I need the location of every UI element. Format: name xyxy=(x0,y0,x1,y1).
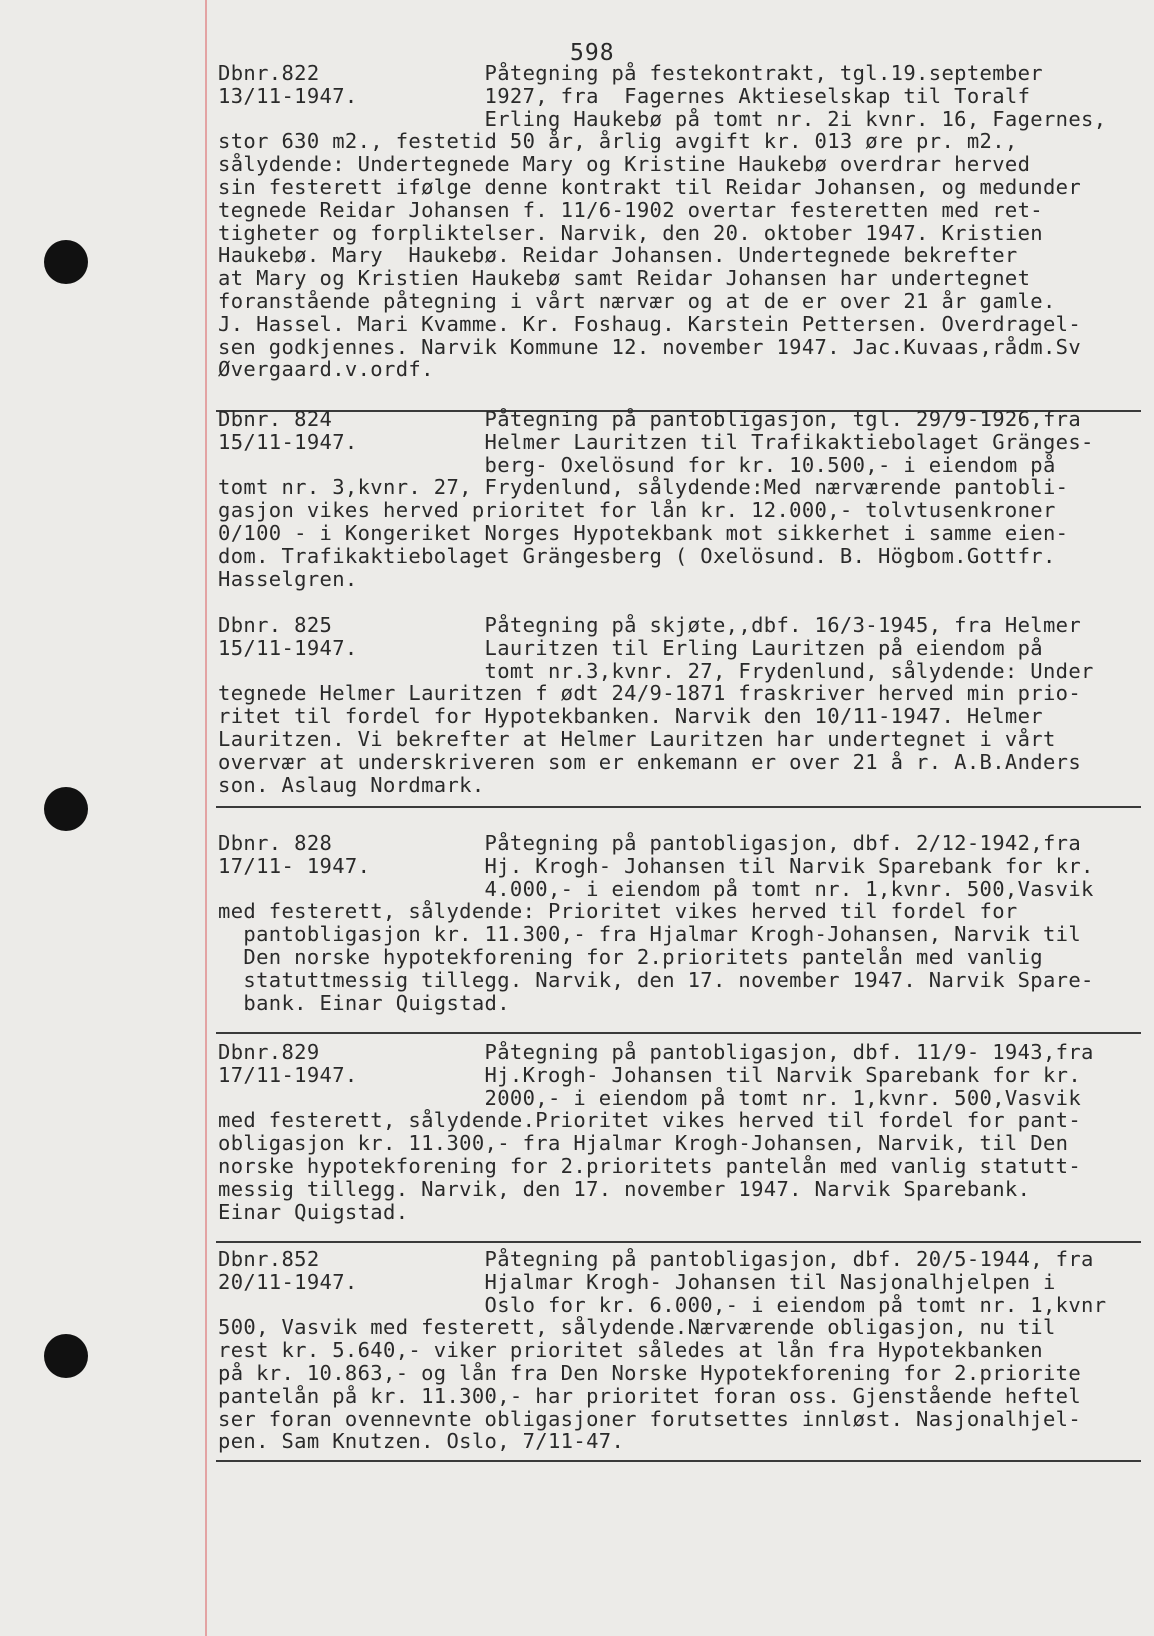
entry-header-line: Dbnr. 824 Påtegning på pantobligasjon, tgl. 29/9-1926,fra xyxy=(218,407,1082,431)
punch-hole-icon xyxy=(44,787,88,831)
entry-text-line: 0/100 - i Kongeriket Norges Hypotekbank mot sikkerhet i samme eien- xyxy=(218,521,1069,545)
punch-hole-icon xyxy=(44,240,88,284)
entry-header-line: Dbnr.829 Påtegning på pantobligasjon, dbf. 11/9- 1943,fra xyxy=(218,1040,1094,1064)
entry-text-line: overvær at underskriveren som er enkemann er over 21 å r. A.B.Anders xyxy=(218,749,1082,774)
entry-text-line: pantelån på kr. 11.300,- har prioritet foran oss. Gjenstående heftel xyxy=(218,1383,1082,1408)
entry-text-line: foranstående påtegning i vårt nærvær og at de er over 21 år gamle. xyxy=(218,289,1056,313)
entry-text-line: tegnede Reidar Johansen f. 11/6-1902 overtar festeretten med ret- xyxy=(218,197,1043,222)
entry-text-line: 500, Vasvik med festerett, sålydende.Nærværende obligasjon, nu til xyxy=(218,1315,1056,1340)
entry-text-line: ritet til fordel for Hypotekbanken. Narvik den 10/11-1947. Helmer xyxy=(218,704,1043,729)
entry-header-line: Dbnr. 828 Påtegning på pantobligasjon, dbf. 2/12-1942,fra xyxy=(218,831,1082,855)
entry-text-line: J. Hassel. Mari Kvamme. Kr. Foshaug. Karstein Pettersen. Overdragel- xyxy=(218,311,1082,336)
entry-header-line: Dbnr.822 Påtegning på festekontrakt, tgl.19.september xyxy=(218,61,1043,85)
entry-text-line: dom. Trafikaktiebolaget Grängesberg ( Oxelösund. B. Högbom.Gottfr. xyxy=(218,543,1056,568)
entry-text-line: pen. Sam Knutzen. Oslo, 7/11-47. xyxy=(218,1429,625,1454)
entry-text-line: tomt nr. 3,kvnr. 27, Frydenlund, sålydende:Med nærværende pantobli- xyxy=(218,475,1069,500)
entry-text-line: Einar Quigstad. xyxy=(218,1199,409,1224)
entry-text-line: ser foran ovennevnte obligasjoner forutsettes innløst. Nasjonalhjel- xyxy=(218,1406,1082,1431)
entry-text-line: 20/11-1947. Hjalmar Krogh- Johansen til Nasjonalhjelpen i xyxy=(218,1269,1056,1294)
entry-text-line: 13/11-1947. 1927, fra Fagernes Aktieselskap til Toralf xyxy=(218,83,1031,108)
entry-text-line: Haukebø. Mary Haukebø. Reidar Johansen. Undertegnede bekrefter xyxy=(218,243,1018,268)
entry-text-line: med festerett, sålydende.Prioritet vikes herved til fordel for pant- xyxy=(218,1108,1082,1133)
entry-separator xyxy=(216,1460,1141,1462)
entry-text-line: 2000,- i eiendom på tomt nr. 1,kvnr. 500,Vasvik xyxy=(218,1085,1082,1110)
entry-text-line: pantobligasjon kr. 11.300,- fra Hjalmar Krogh-Johansen, Narvik til xyxy=(218,922,1082,947)
entry-text-line: Hasselgren. xyxy=(218,566,358,591)
entry-text-line: 15/11-1947. Helmer Lauritzen til Trafikaktiebolaget Gränges- xyxy=(218,429,1094,454)
entry-text-line: Den norske hypotekforening for 2.prioritets pantelån med vanlig xyxy=(218,945,1043,969)
red-margin-line xyxy=(205,0,207,1636)
entry-text-line: sålydende: Undertegnede Mary og Kristine Haukebø overdrar herved xyxy=(218,152,1031,177)
entry-text-line: Oslo for kr. 6.000,- i eiendom på tomt nr. 1,kvnr xyxy=(218,1292,1107,1317)
entry-text-line: tomt nr.3,kvnr. 27, Frydenlund, sålydende: Under xyxy=(218,658,1094,683)
entry-text-line: rest kr. 5.640,- viker prioritet således at lån fra Hypotekbanken xyxy=(218,1338,1043,1363)
entry-text-line: sen godkjennes. Narvik Kommune 12. november 1947. Jac.Kuvaas,rådm.Sv xyxy=(218,334,1082,359)
entry-text-line: 17/11- 1947. Hj. Krogh- Johansen til Narvik Sparebank for kr. xyxy=(218,853,1094,878)
entry-text-line: på kr. 10.863,- og lån fra Den Norske Hypotekforening for 2.priorite xyxy=(218,1361,1082,1385)
entry-text-line: obligasjon kr. 11.300,- fra Hjalmar Krogh-Johansen, Narvik, til Den xyxy=(218,1131,1069,1156)
entry-text-line: norske hypotekforening for 2.prioritets pantelån med vanlig statutt- xyxy=(218,1154,1082,1178)
entry-text-line: berg- Oxelösund for kr. 10.500,- i eiendom på xyxy=(218,452,1056,477)
entry-text-line: gasjon vikes herved prioritet for lån kr. 12.000,- tolvtusenkroner xyxy=(218,498,1056,523)
entry-text-line: 15/11-1947. Lauritzen til Erling Lauritzen på eiendom på xyxy=(218,635,1043,660)
entry-text-line: med festerett, sålydende: Prioritet vikes herved til fordel for xyxy=(218,899,1018,924)
entry-text-line: Erling Haukebø på tomt nr. 2i kvnr. 16, Fagernes, xyxy=(218,106,1107,131)
entry-text-line: tigheter og forpliktelser. Narvik, den 20. oktober 1947. Kristien xyxy=(218,220,1043,245)
entry-text-line: 17/11-1947. Hj.Krogh- Johansen til Narvik Sparebank for kr. xyxy=(218,1062,1082,1087)
entry-text-line: messig tillegg. Narvik, den 17. november 1947. Narvik Sparebank. xyxy=(218,1176,1031,1201)
entry-text-line: 4.000,- i eiendom på tomt nr. 1,kvnr. 500,Vasvik xyxy=(218,876,1094,901)
entry-separator xyxy=(216,806,1141,808)
entry-text-line: Øvergaard.v.ordf. xyxy=(218,357,434,382)
entry-text-line: statuttmessig tillegg. Narvik, den 17. november 1947. Narvik Spare- xyxy=(218,967,1094,992)
entry-text-line: sin festerett ifølge denne kontrakt til Reidar Johansen, og medunder xyxy=(218,175,1082,199)
entry-text-line: tegnede Helmer Lauritzen f ødt 24/9-1871 fraskriver herved min prio- xyxy=(218,681,1082,706)
entry-header-line: Dbnr.852 Påtegning på pantobligasjon, dbf. 20/5-1944, fra xyxy=(218,1247,1094,1271)
entry-separator xyxy=(216,1241,1141,1243)
page-number: 598 xyxy=(570,40,615,66)
entry-text-line: Lauritzen. Vi bekrefter at Helmer Lauritzen har undertegnet i vårt xyxy=(218,727,1056,751)
punch-hole-icon xyxy=(44,1334,88,1378)
entry-header-line: Dbnr. 825 Påtegning på skjøte,,dbf. 16/3-1945, fra Helmer xyxy=(218,613,1082,637)
entry-text-line: stor 630 m2., festetid 50 år, årlig avgift kr. 013 øre pr. m2., xyxy=(218,129,1018,154)
entry-text-line: at Mary og Kristien Haukebø samt Reidar Johansen har undertegnet xyxy=(218,266,1031,291)
entry-text-line: bank. Einar Quigstad. xyxy=(218,990,510,1015)
entry-text-line: son. Aslaug Nordmark. xyxy=(218,772,485,797)
entry-separator xyxy=(216,1032,1141,1034)
